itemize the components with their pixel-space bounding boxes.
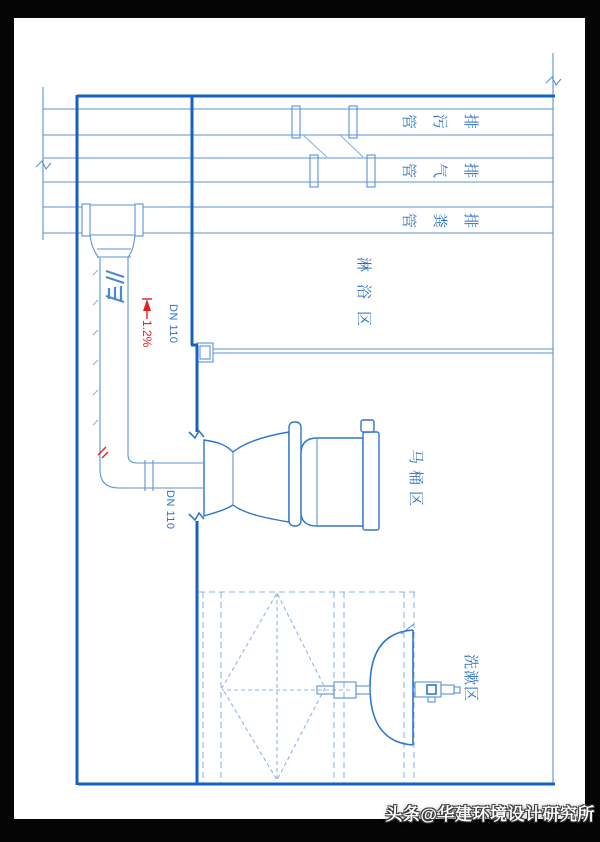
washbasin bbox=[317, 624, 460, 745]
toilet bbox=[204, 420, 379, 530]
shower-curb bbox=[197, 343, 213, 362]
drain-pipe-dn110 bbox=[93, 249, 203, 491]
basin-bowl bbox=[370, 630, 413, 745]
label-washing-zone: 洗漱区 bbox=[462, 654, 479, 703]
toilet-flush-button bbox=[361, 420, 374, 432]
cabinet-x-brace bbox=[222, 593, 325, 780]
lower-floor-line bbox=[36, 87, 51, 240]
label-soil-stack: 排粪管 bbox=[386, 211, 479, 228]
drawing-page bbox=[14, 18, 585, 819]
toilet-tank-lid bbox=[363, 432, 379, 530]
faucet bbox=[415, 682, 460, 702]
slope-arrowhead bbox=[143, 299, 151, 311]
toilet-tank bbox=[301, 438, 363, 526]
label-sewage-stack: 排污管 bbox=[386, 112, 479, 129]
label-toilet-zone: 马桶区 bbox=[407, 449, 424, 513]
label-vent-stack: 排气管 bbox=[386, 161, 479, 178]
shower-partition bbox=[213, 349, 553, 353]
finished-floor bbox=[189, 96, 204, 784]
label-slope-percent: 1.2% bbox=[140, 320, 154, 348]
vanity-cabinet-hidden-lines bbox=[198, 592, 415, 784]
plumbing-section-drawing bbox=[14, 18, 585, 819]
label-dn110-riser: DN 110 bbox=[164, 490, 176, 530]
watermark-text: 头条@华建环境设计研究所 bbox=[385, 805, 595, 824]
label-dn110-horizontal: DN 110 bbox=[167, 304, 179, 344]
toilet-seat bbox=[289, 422, 301, 526]
pipe-brand-mark bbox=[106, 271, 124, 302]
rotated-drawing-sheet bbox=[14, 18, 585, 819]
ceiling-line bbox=[546, 53, 561, 784]
label-shower-zone: 淋浴区 bbox=[355, 257, 372, 339]
toilet-bowl-pedestal bbox=[204, 432, 289, 522]
